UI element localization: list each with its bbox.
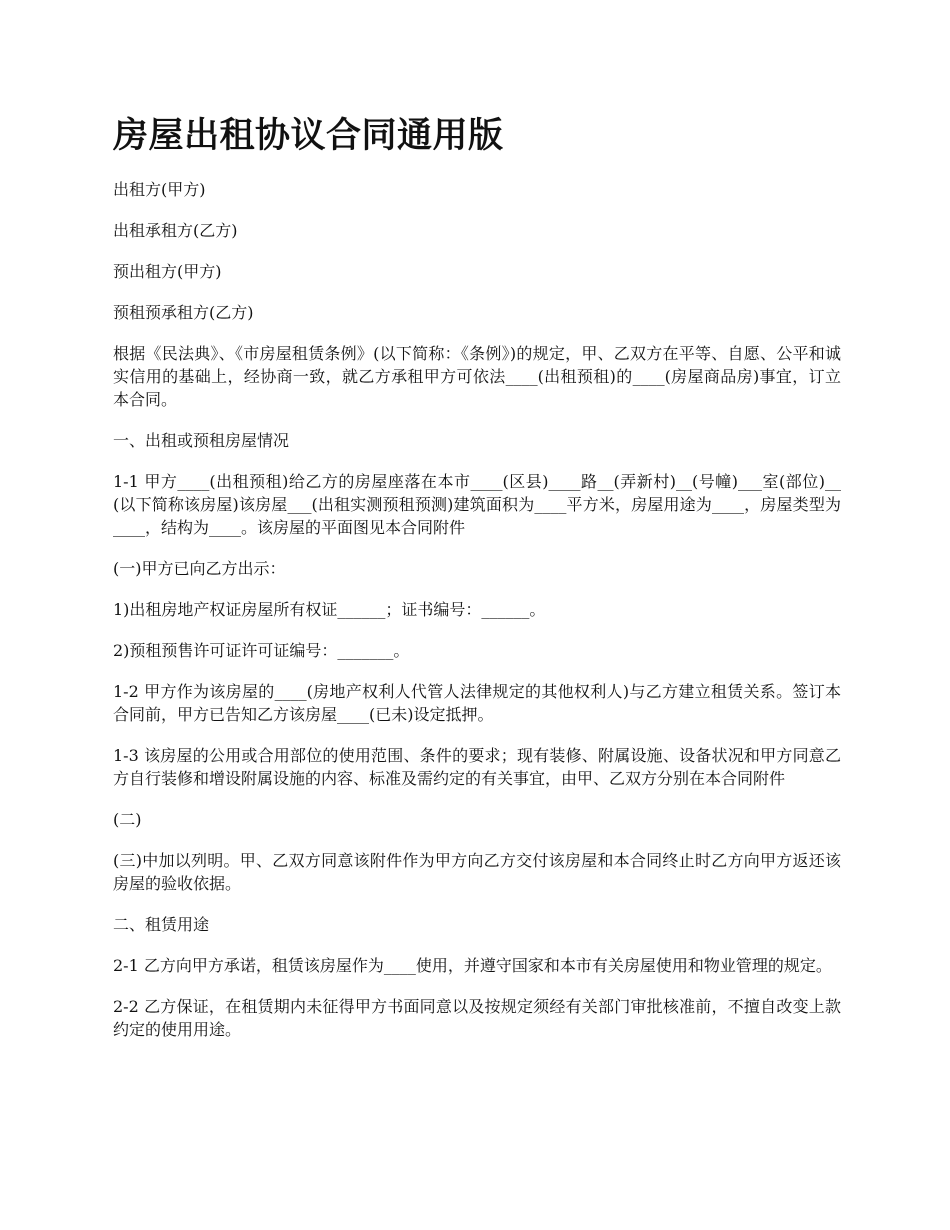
party-lessee: 出租承租方(乙方)	[113, 221, 238, 240]
document-page	[113, 108, 841, 1059]
clause-1-2: 1-2 甲方作为该房屋的____(房地产权利人代管人法律规定的其他权利人)与乙方建立租赁关系。签订本合同前，甲方已告知乙方该房屋____(已未)设定抵押。	[113, 682, 841, 724]
item-property-certificate: 1)出租房地产权证房屋所有权证______；证书编号：______。	[113, 600, 546, 619]
party-pre-lessee: 预租预承租方(乙方)	[113, 303, 254, 322]
section-heading-1: 一、出租或预租房屋情况	[113, 431, 290, 450]
subsection-three: (三)中加以列明。甲、乙双方同意该附件作为甲方向乙方交付该房屋和本合同终止时乙方向甲方返还该房屋的验收依据。	[113, 851, 841, 893]
document-title: 房屋出租协议合同通用版	[113, 115, 504, 156]
clause-1-1: 1-1 甲方____(出租预租)给乙方的房屋座落在本市____(区县)____路__(弄新村)__(号幢)___室(部位)__(以下简称该房屋)该房屋___(出租实测预租预测)建筑面积为____平方米，房屋用途为____，房屋类型为____，结构为____。该房屋的平面图见本合同附件	[113, 472, 841, 537]
party-lessor: 出租方(甲方)	[113, 180, 206, 199]
clause-1-3: 1-3 该房屋的公用或合用部位的使用范围、条件的要求；现有装修、附属设施、设备状况和甲方同意乙方自行装修和增设附属设施的内容、标准及需约定的有关事宜，由甲、乙双方分别在本合同附件	[113, 746, 841, 788]
subsection-two: (二)	[113, 810, 142, 829]
clause-2-2: 2-2 乙方保证，在租赁期内未征得甲方书面同意以及按规定须经有关部门审批核准前，不擅自改变上款约定的使用用途。	[113, 997, 841, 1039]
section-heading-2: 二、租赁用途	[113, 915, 210, 934]
party-pre-lessor: 预出租方(甲方)	[113, 262, 222, 281]
clause-2-1: 2-1 乙方向甲方承诺，租赁该房屋作为____使用，并遵守国家和本市有关房屋使用和物业管理的规定。	[113, 956, 832, 975]
item-presale-permit: 2)预租预售许可证许可证编号：_______。	[113, 641, 410, 660]
subsection-shown-documents: (一)甲方已向乙方出示：	[113, 559, 286, 578]
preamble-paragraph: 根据《民法典》、《市房屋租赁条例》(以下简称：《条例》)的规定，甲、乙双方在平等、自愿、公平和诚实信用的基础上，经协商一致，就乙方承租甲方可依法____(出租预租)的____(房屋商品房)事宜，订立本合同。	[113, 344, 841, 409]
